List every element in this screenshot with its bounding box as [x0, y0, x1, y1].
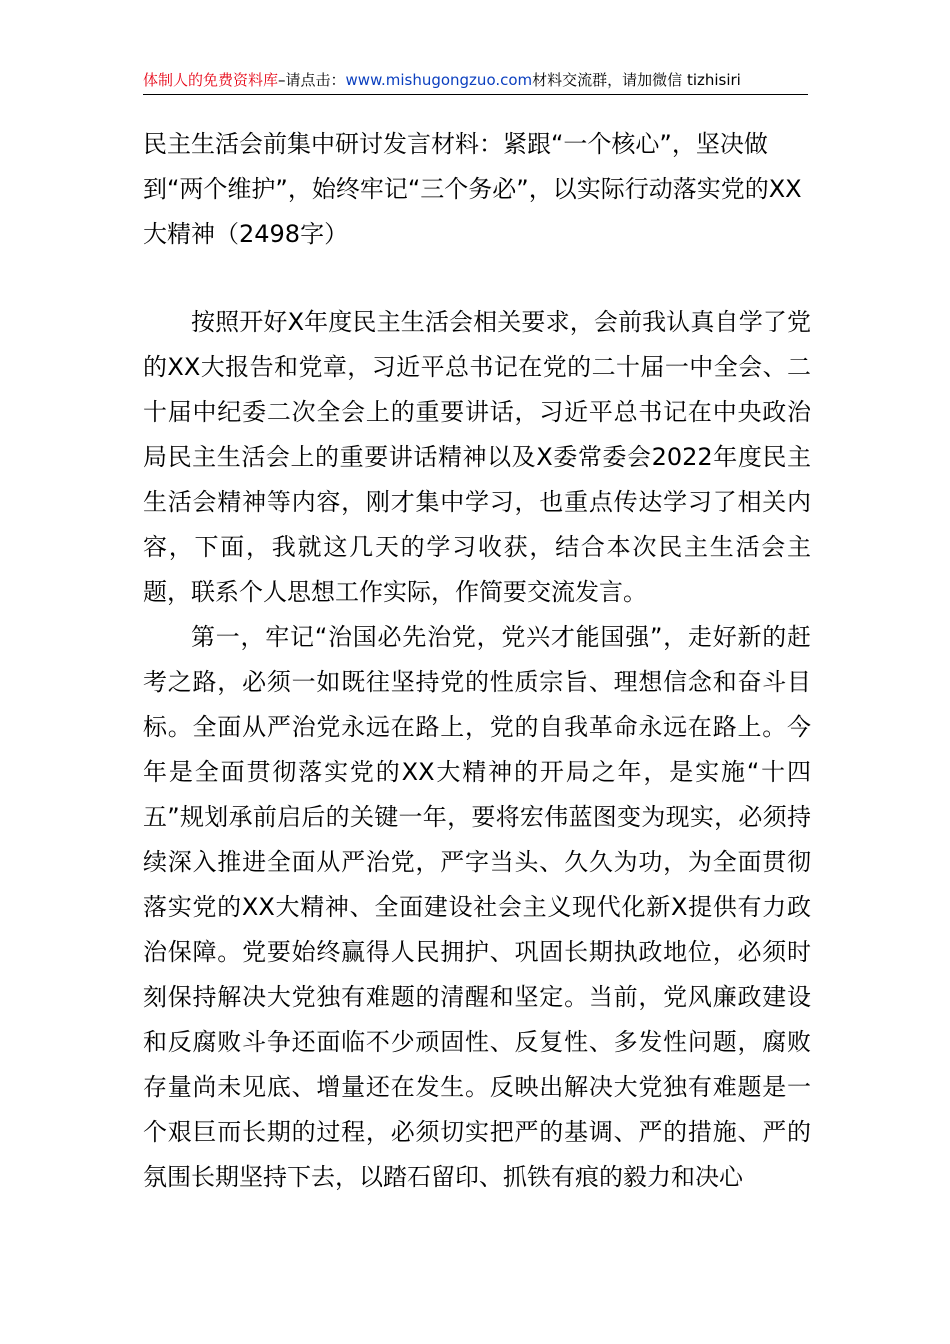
header-brand: 体制人的免费资料库	[143, 71, 279, 89]
document-title: 民主生活会前集中研讨发言材料：紧跟“一个核心”，坚决做到“两个维护”，始终牢记“三个务必”，以实际行动落实党的XX大精神（2498字）	[143, 130, 802, 248]
header-contact: 材料交流群，请加微信 tizhisiri	[532, 71, 741, 89]
header-prompt: –请点击：	[278, 71, 346, 89]
document-body	[143, 300, 811, 1200]
header-link[interactable]: www.mishugongzuo.com	[345, 71, 533, 89]
page-header	[143, 66, 808, 95]
paragraph-2: 第一，牢记“治国必先治党，党兴才能国强”，走好新的赶考之路，必须一如既往坚持党的性质宗旨、理想信念和奋斗目标。全面从严治党永远在路上，党的自我革命永远在路上。今年是全面贯彻落实党的XX大精神的开局之年，是实施“十四五”规划承前启后的关键一年，要将宏伟蓝图变为现实，必须持续深入推进全面从严治党，严字当头、久久为功，为全面贯彻落实党的XX大精神、全面建设社会主义现代化新X提供有力政治保障。党要始终赢得人民拥护、巩固长期执政地位，必须时刻保持解决大党独有难题的清醒和坚定。当前，党风廉政建设和反腐败斗争还面临不少顽固性、反复性、多发性问题，腐败存量尚未见底、增量还在发生。反映出解决大党独有难题是一个艰巨而长期的过程，必须切实把严的基调、严的措施、严的氛围长期坚持下去，以踏石留印、抓铁有痕的毅力和决心	[143, 623, 811, 1191]
paragraph-1: 按照开好X年度民主生活会相关要求，会前我认真自学了党的XX大报告和党章，习近平总书记在党的二十届一中全会、二十届中纪委二次全会上的重要讲话，习近平总书记在中央政治局民主生活会上的重要讲话精神以及X委常委会2022年度民主生活会精神等内容，刚才集中学习，也重点传达学习了相关内容，下面，我就这几天的学习收获，结合本次民主生活会主题，联系个人思想工作实际，作简要交流发言。	[143, 308, 811, 606]
